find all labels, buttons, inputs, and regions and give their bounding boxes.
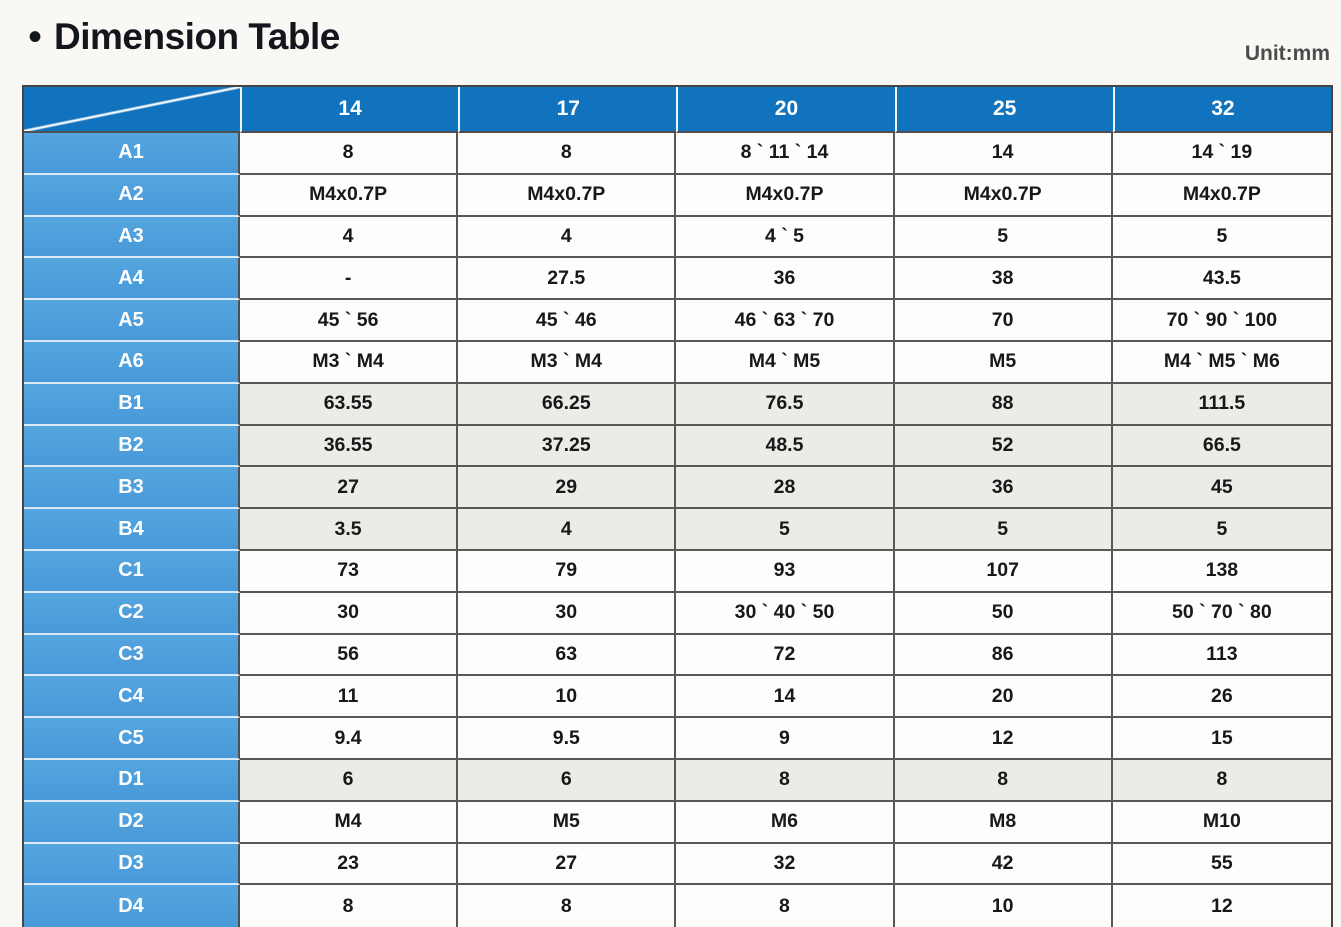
row-label: C5: [24, 718, 240, 760]
table-cell: 20: [895, 676, 1113, 718]
table-cell: 8: [676, 885, 894, 927]
table-cell: 50: [895, 593, 1113, 635]
table-cell: 45 ` 46: [458, 300, 676, 342]
table-cell: 70 ` 90 ` 100: [1113, 300, 1331, 342]
table-cell: 8: [240, 885, 458, 927]
table-cell: M6: [676, 802, 894, 844]
table-cell: 10: [458, 676, 676, 718]
table-row: [24, 593, 1331, 635]
row-label: C4: [24, 676, 240, 718]
row-label: C3: [24, 635, 240, 677]
table-cell: 76.5: [676, 384, 894, 426]
table-cell: 5: [1113, 509, 1331, 551]
table-cell: 12: [1113, 885, 1331, 927]
table-cell: 29: [458, 467, 676, 509]
table-cell: M5: [895, 342, 1113, 384]
table-cell: -: [240, 258, 458, 300]
table-cell: 14: [676, 676, 894, 718]
table-cell: 4 ` 5: [676, 217, 894, 259]
row-label: A5: [24, 300, 240, 342]
row-label: B4: [24, 509, 240, 551]
table-row: [24, 635, 1331, 677]
table-row: [24, 509, 1331, 551]
table-row: [24, 384, 1331, 426]
page-title: Dimension Table: [54, 16, 340, 57]
diagonal-header-cell: [24, 87, 240, 133]
table-cell: 32: [676, 844, 894, 886]
table-cell: 9.4: [240, 718, 458, 760]
table-cell: 63.55: [240, 384, 458, 426]
table-cell: 6: [458, 760, 676, 802]
table-cell: 79: [458, 551, 676, 593]
table-cell: 138: [1113, 551, 1331, 593]
table-cell: 55: [1113, 844, 1331, 886]
table-cell: 8: [458, 885, 676, 927]
row-label: B1: [24, 384, 240, 426]
row-label: A1: [24, 133, 240, 175]
column-header: 20: [676, 87, 894, 133]
table-row: [24, 300, 1331, 342]
row-label: A6: [24, 342, 240, 384]
table-row: [24, 342, 1331, 384]
table-cell: 11: [240, 676, 458, 718]
table-cell: M4x0.7P: [1113, 175, 1331, 217]
column-header: 17: [458, 87, 676, 133]
table-cell: 23: [240, 844, 458, 886]
table-cell: M4x0.7P: [895, 175, 1113, 217]
column-header: 32: [1113, 87, 1331, 133]
row-label: A3: [24, 217, 240, 259]
table-cell: 8 ` 11 ` 14: [676, 133, 894, 175]
table-cell: 43.5: [1113, 258, 1331, 300]
table-cell: M3 ` M4: [240, 342, 458, 384]
table-cell: 10: [895, 885, 1113, 927]
table-cell: 9: [676, 718, 894, 760]
row-label: C2: [24, 593, 240, 635]
table-row: [24, 426, 1331, 468]
row-label: D1: [24, 760, 240, 802]
table-row: [24, 802, 1331, 844]
table-row: [24, 760, 1331, 802]
table-cell: 42: [895, 844, 1113, 886]
table-cell: 3.5: [240, 509, 458, 551]
table-row: [24, 844, 1331, 886]
table-cell: 8: [676, 760, 894, 802]
table-row: [24, 551, 1331, 593]
title-bullet: •: [28, 15, 43, 59]
table-cell: 66.5: [1113, 426, 1331, 468]
table-cell: 37.25: [458, 426, 676, 468]
table-row: [24, 175, 1331, 217]
page-title-row: [28, 16, 340, 58]
table-cell: 38: [895, 258, 1113, 300]
table-header-row: [24, 87, 1331, 133]
table-cell: 15: [1113, 718, 1331, 760]
unit-label: Unit:mm: [1244, 42, 1330, 65]
table-cell: 8: [458, 133, 676, 175]
row-label: A4: [24, 258, 240, 300]
table-cell: 86: [895, 635, 1113, 677]
table-cell: 111.5: [1113, 384, 1331, 426]
table-cell: M4x0.7P: [676, 175, 894, 217]
table-cell: M4x0.7P: [458, 175, 676, 217]
row-label: D3: [24, 844, 240, 886]
table-cell: M10: [1113, 802, 1331, 844]
row-label: D4: [24, 885, 240, 927]
table-cell: 4: [458, 217, 676, 259]
table-cell: 70: [895, 300, 1113, 342]
table-cell: 4: [240, 217, 458, 259]
table-cell: 88: [895, 384, 1113, 426]
column-header: 25: [895, 87, 1113, 133]
table-cell: 113: [1113, 635, 1331, 677]
table-cell: 56: [240, 635, 458, 677]
table-cell: 5: [895, 509, 1113, 551]
table-cell: 36: [676, 258, 894, 300]
table-cell: 30: [458, 593, 676, 635]
row-label: A2: [24, 175, 240, 217]
table-cell: 8: [895, 760, 1113, 802]
row-label: B3: [24, 467, 240, 509]
table-cell: 30 ` 40 ` 50: [676, 593, 894, 635]
table-row: [24, 467, 1331, 509]
table-cell: 45: [1113, 467, 1331, 509]
column-header: 14: [240, 87, 458, 133]
table-cell: M4: [240, 802, 458, 844]
table-cell: 8: [1113, 760, 1331, 802]
row-label: D2: [24, 802, 240, 844]
table-cell: 5: [676, 509, 894, 551]
table-cell: 9.5: [458, 718, 676, 760]
table-row: [24, 676, 1331, 718]
table-cell: 36: [895, 467, 1113, 509]
table-cell: 63: [458, 635, 676, 677]
table-cell: 27.5: [458, 258, 676, 300]
table-cell: 8: [240, 133, 458, 175]
table-cell: 66.25: [458, 384, 676, 426]
table-cell: 14: [895, 133, 1113, 175]
table-cell: 73: [240, 551, 458, 593]
table-cell: 46 ` 63 ` 70: [676, 300, 894, 342]
table-row: [24, 258, 1331, 300]
table-cell: 28: [676, 467, 894, 509]
table-row: [24, 718, 1331, 760]
table-cell: 12: [895, 718, 1113, 760]
row-label: B2: [24, 426, 240, 468]
table-cell: 5: [895, 217, 1113, 259]
dimension-table: [22, 85, 1333, 927]
table-cell: M4 ` M5 ` M6: [1113, 342, 1331, 384]
table-cell: 52: [895, 426, 1113, 468]
table-cell: M4 ` M5: [676, 342, 894, 384]
table-cell: 27: [240, 467, 458, 509]
table-cell: 93: [676, 551, 894, 593]
table-cell: 45 ` 56: [240, 300, 458, 342]
table-row: [24, 217, 1331, 259]
table-row: [24, 885, 1331, 927]
table-cell: M4x0.7P: [240, 175, 458, 217]
table-cell: M5: [458, 802, 676, 844]
table-cell: 26: [1113, 676, 1331, 718]
table-cell: 36.55: [240, 426, 458, 468]
row-label: C1: [24, 551, 240, 593]
table-cell: 14 ` 19: [1113, 133, 1331, 175]
table-cell: 72: [676, 635, 894, 677]
table-row: [24, 133, 1331, 175]
table-cell: M3 ` M4: [458, 342, 676, 384]
table-cell: 30: [240, 593, 458, 635]
table-cell: 5: [1113, 217, 1331, 259]
table-cell: 6: [240, 760, 458, 802]
table-cell: 50 ` 70 ` 80: [1113, 593, 1331, 635]
table-cell: 48.5: [676, 426, 894, 468]
table-cell: 27: [458, 844, 676, 886]
table-cell: 4: [458, 509, 676, 551]
table-cell: M8: [895, 802, 1113, 844]
table-cell: 107: [895, 551, 1113, 593]
